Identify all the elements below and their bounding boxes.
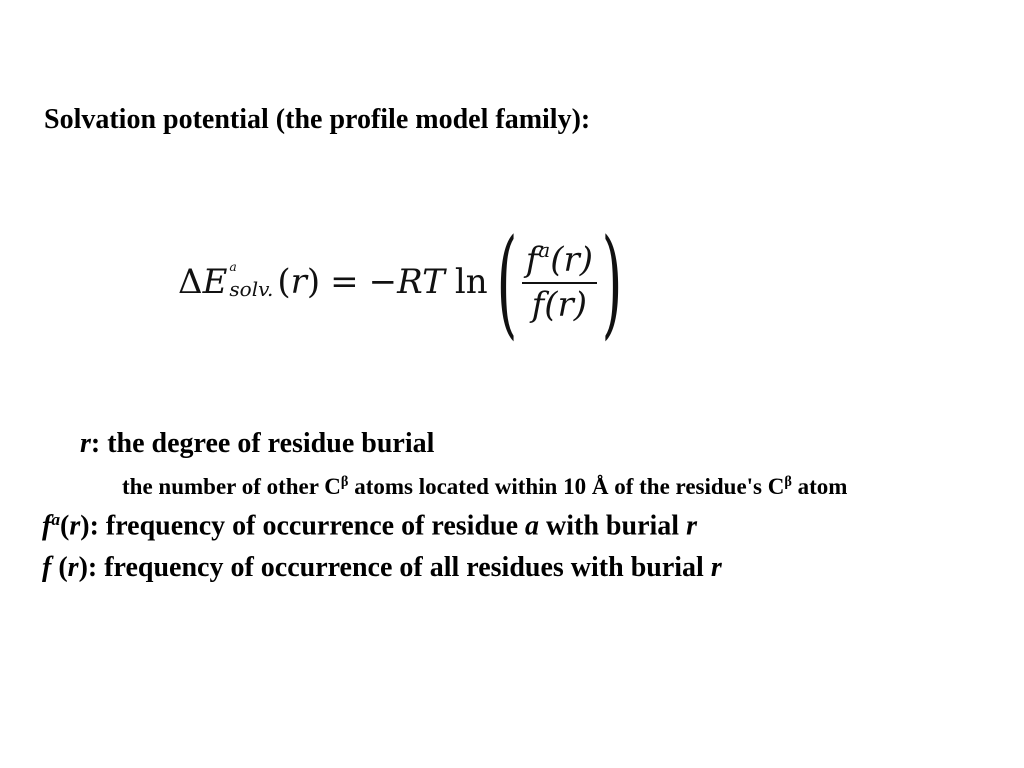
formula-arg-var: r [290, 262, 307, 302]
f-symbol: f [42, 552, 52, 583]
detail-beta2: β [784, 474, 792, 491]
formula-right-paren: ) [601, 213, 623, 351]
formula-arg-close: ) [306, 262, 321, 302]
definition-f [42, 552, 722, 584]
formula-delta: Δ [178, 262, 203, 302]
detail-part1: the number of other C [122, 474, 341, 499]
f-var: r [67, 552, 79, 583]
f-text: ): frequency of occurrence of all residues with burial [78, 552, 711, 583]
fa-text: ): frequency of occurrence of residue [80, 510, 526, 542]
numerator-sup: a [538, 238, 551, 262]
fa-var: r [69, 510, 81, 542]
fa-symbol: f [42, 510, 52, 542]
r-symbol: r [80, 428, 91, 459]
fa-r: r [686, 510, 697, 542]
denominator-arg: (r) [544, 284, 588, 325]
numerator-f: f [525, 240, 539, 280]
formula-fraction [522, 238, 597, 326]
formula-numerator [522, 238, 597, 282]
formula-arg-open: ( [277, 262, 291, 302]
formula-equals: = [330, 262, 359, 302]
formula-energy-superscript: a [229, 258, 237, 274]
formula-ln: ln [454, 262, 488, 302]
fa-a: a [525, 510, 540, 542]
solvation-formula [178, 213, 623, 351]
r-text: : the degree of residue burial [90, 428, 435, 459]
fa-text2: with burial [539, 510, 687, 542]
denominator-f: f [531, 284, 545, 325]
formula-minus: − [368, 262, 398, 302]
fa-open: ( [60, 510, 70, 542]
formula-denominator [528, 284, 591, 327]
numerator-arg: (r) [550, 240, 594, 280]
fa-superscript: a [51, 510, 61, 529]
formula-energy-subscript: solv. [229, 277, 274, 302]
f-r: r [710, 552, 722, 583]
detail-part2: atoms located within 10 Å of the residue's C [348, 474, 785, 499]
slide-title: Solvation potential (the profile model family): [44, 104, 591, 135]
definition-fa [42, 510, 697, 543]
detail-part3: atom [791, 474, 848, 499]
definition-r [80, 428, 434, 460]
definition-r-detail [122, 474, 847, 500]
f-open: ( [51, 552, 68, 583]
formula-energy-symbol: E [202, 262, 228, 302]
formula-energy-indices [229, 258, 274, 302]
detail-beta1: β [340, 474, 349, 491]
formula-rt: RT [397, 262, 445, 302]
formula-left-paren: ( [496, 213, 518, 351]
